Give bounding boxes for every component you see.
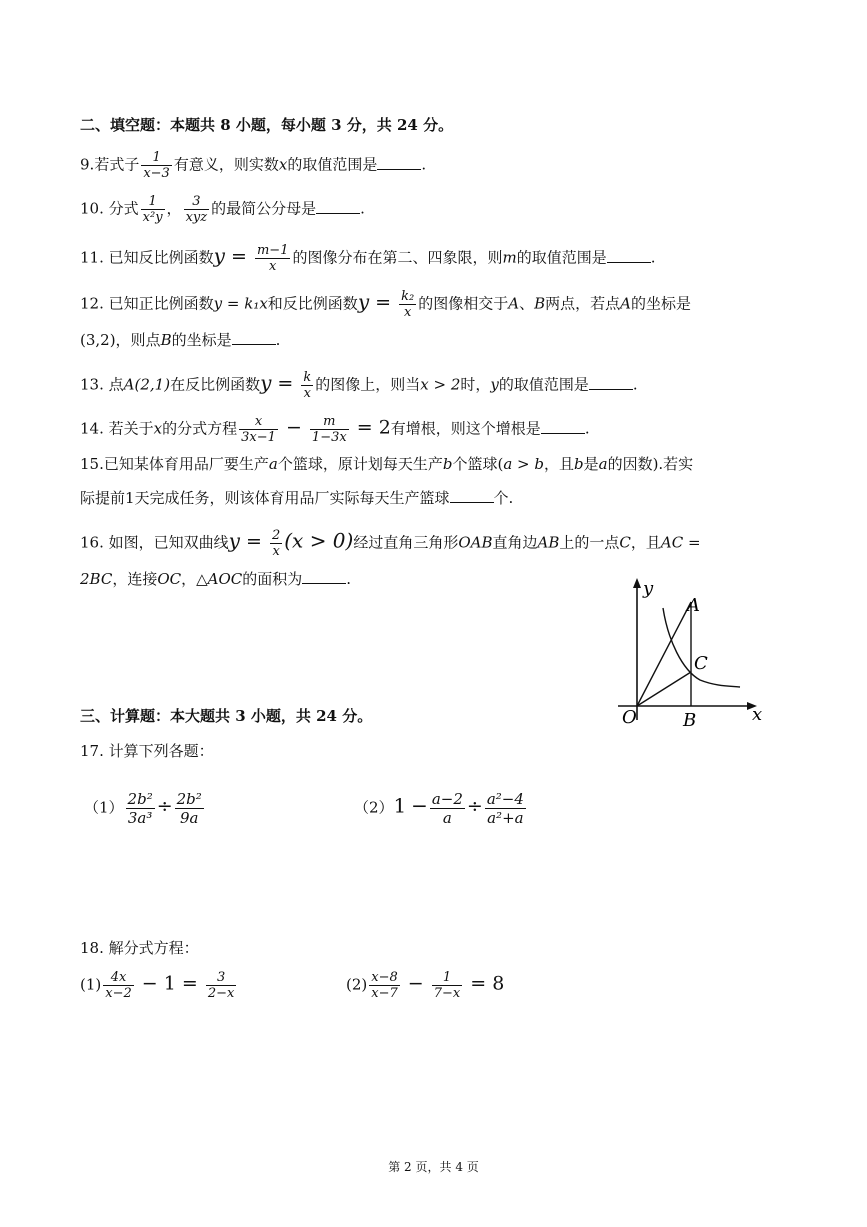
fraction: $\frac{1}{7-x}$ — [433, 970, 461, 1001]
fraction: $\frac{\text{a²−4}}{\text{a²+a}}$ — [486, 790, 524, 827]
answer-blank — [302, 569, 346, 584]
fraction: $\frac{4x}{x-2}$ — [105, 970, 132, 1001]
answer-blank — [589, 375, 633, 390]
answer-blank — [377, 155, 421, 170]
fraction: $\frac{m-1}{x}$ — [256, 243, 289, 274]
fraction: $\frac{\text{2b²}}{\text{3a³}}$ — [127, 790, 153, 827]
answer-blank — [232, 330, 276, 345]
answer-blank — [316, 199, 360, 214]
question-18-part-2: (2) $\frac{x-8}{x-7}$ − $\frac{1}{7-x}$ = 8 — [346, 970, 505, 1001]
question-17-part-1: （1） $\frac{\text{2b²}}{\text{3a³}}$ ÷ $\frac{\text{2b²}}{9a}$ — [84, 790, 202, 827]
answer-blank — [450, 488, 494, 503]
fraction: $\frac{2}{x}$ — [271, 528, 281, 559]
section-3-heading: 三、计算题：本大题共 3 小题，共 24 分。 — [80, 707, 373, 725]
fraction: $\frac{1}{\text{x²y}}$ — [142, 194, 163, 225]
fraction: $\frac{a-2}{a}$ — [431, 790, 463, 827]
hyperbola-curve — [663, 608, 740, 687]
fraction: $\frac{\text{2b²}}{9a}$ — [176, 790, 202, 827]
answer-blank — [607, 248, 651, 263]
c-label: C — [694, 653, 708, 674]
fraction: $\frac{\text{k₂}}{x}$ — [401, 289, 415, 320]
question-18-title: 18. 解分式方程： — [80, 939, 199, 957]
question-14: 14. 若关于x的分式方程 $\frac{x}{3x-1}$ − $\frac{m}{1-3x}$ = 2有增根，则这个增根是 . — [80, 414, 590, 445]
fraction: $\frac{3}{2-x}$ — [207, 970, 235, 1001]
question-10: 10. 分式 $\frac{1}{\text{x²y}}$ ， $\frac{3}{\text{xyz}}$ 的最简公分母是 . — [80, 194, 365, 225]
answer-blank — [541, 419, 585, 434]
y-label: y — [643, 578, 654, 599]
question-12: 12. 已知正比例函数y = k₁x和反比例函数y = $\frac{\text{k₂}}{x}$ 的图像相交于A、B两点，若点A的坐标是 — [80, 289, 691, 320]
question-17-part-2: （2）1 − $\frac{a-2}{a}$ ÷ $\frac{\text{a²−4}}{\text{a²+a}}$ — [354, 790, 524, 827]
section-2-heading: 二、填空题：本题共 8 小题，每小题 3 分，共 24 分。 — [80, 116, 454, 134]
question-16: 16. 如图，已知双曲线y = $\frac{2}{x}$ (x > 0)经过直角三角形OAB直角边AB上的一点C，且AC = — [80, 528, 701, 559]
fraction: $\frac{1}{x-3}$ — [143, 150, 170, 181]
question-9: 9.若式子 $\frac{1}{x-3}$ 有意义，则实数x的取值范围是 . — [80, 150, 427, 181]
question-15: 15.已知某体育用品厂要生产a个篮球，原计划每天生产b个篮球(a > b，且b是a的因数).若实 — [80, 455, 694, 473]
question-13: 13. 点A(2,1)在反比例函数y = $\frac{k}{x}$ 的图像上，则当x > 2时，y的取值范围是 . — [80, 370, 638, 401]
question-16-line-2: 2BC，连接OC，△AOC的面积为 . — [80, 570, 352, 588]
a-label: A — [687, 595, 700, 616]
question-18-part-1: (1) $\frac{4x}{x-2}$ − 1 = $\frac{3}{2-x}$ — [80, 970, 235, 1001]
fraction: $\frac{x}{3x-1}$ — [241, 414, 276, 445]
fraction: $\frac{3}{\text{xyz}}$ — [185, 194, 208, 225]
question-15-line-2: 际提前1天完成任务，则该体育用品厂实际每天生产篮球 个. — [80, 489, 514, 507]
x-label: x — [752, 704, 763, 725]
y-axis-arrow — [633, 578, 641, 588]
fraction: $\frac{k}{x}$ — [303, 370, 312, 401]
question-11: 11. 已知反比例函数y = $\frac{m-1}{x}$ 的图像分布在第二、四象限，则m的取值范围是 . — [80, 243, 656, 274]
question-17-title: 17. 计算下列各题： — [80, 742, 214, 760]
b-label: B — [683, 710, 697, 731]
segment-oa — [637, 602, 691, 706]
fraction: $\frac{x-8}{x-7}$ — [371, 970, 398, 1001]
page-footer: 第 2 页，共 4 页 — [388, 1160, 479, 1174]
hyperbola-triangle-figure — [600, 570, 780, 735]
o-label: O — [622, 707, 637, 728]
question-12-line-2: (3,2)，则点B的坐标是 . — [80, 331, 281, 349]
fraction: $\frac{m}{1-3x}$ — [311, 414, 347, 445]
